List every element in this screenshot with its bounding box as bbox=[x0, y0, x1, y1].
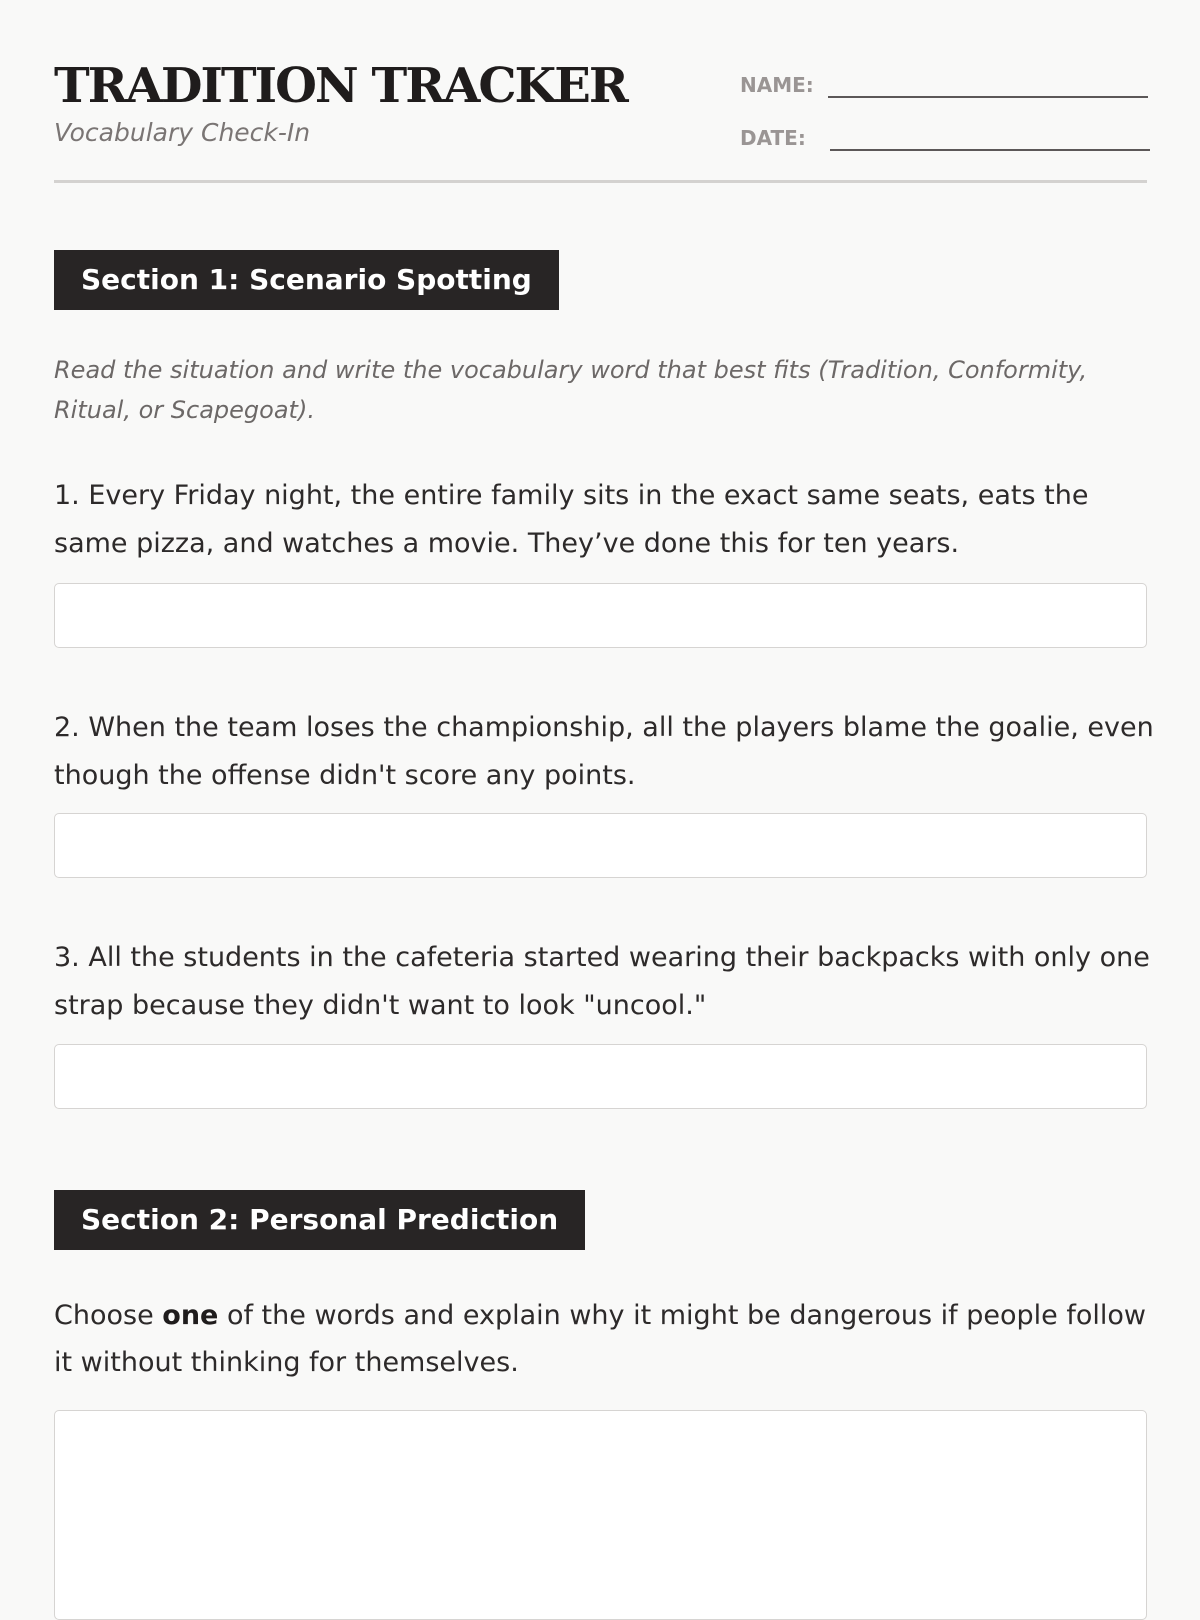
question-1: 1. Every Friday night, the entire family sits in the exact same seats, eats the same pizza, and watches a movie. They’ve done this for ten years. bbox=[54, 480, 1089, 559]
section-1-instructions: Read the situation and write the vocabulary word that best fits (Tradition, Conformity, Ritual, or Scapegoat). bbox=[54, 356, 1088, 424]
date-field[interactable] bbox=[830, 121, 1150, 151]
question-2: 2. When the team loses the championship, all the players blame the goalie, even though the offense didn't score any points. bbox=[54, 712, 1154, 791]
answer-2-box[interactable] bbox=[54, 813, 1147, 878]
question-3: 3. All the students in the cafeteria started wearing their backpacks with only one strap because they didn't want to look "uncool." bbox=[54, 942, 1150, 1021]
date-label: DATE: bbox=[740, 126, 806, 150]
worksheet-header bbox=[54, 56, 1147, 184]
date-field-row bbox=[740, 121, 1150, 151]
page-subtitle: Vocabulary Check-In bbox=[54, 118, 311, 147]
header-divider bbox=[54, 180, 1147, 183]
name-field[interactable] bbox=[828, 68, 1148, 98]
name-field-row bbox=[740, 68, 1148, 98]
answer-3-box[interactable] bbox=[54, 1044, 1147, 1109]
response-box[interactable] bbox=[54, 1410, 1147, 1620]
prompt-emphasis: one bbox=[162, 1300, 219, 1331]
section-2-heading: Section 2: Personal Prediction bbox=[54, 1190, 585, 1250]
prompt-text-end: of the words and explain why it might be dangerous if people follow it without thinking for themselves. bbox=[54, 1300, 1146, 1378]
name-label: NAME: bbox=[740, 73, 814, 97]
prompt-text-start: Choose bbox=[54, 1300, 163, 1331]
section-2-prompt bbox=[54, 1292, 1154, 1386]
answer-1-box[interactable] bbox=[54, 583, 1147, 648]
section-1-heading: Section 1: Scenario Spotting bbox=[54, 250, 559, 310]
page-title: TRADITION TRACKER bbox=[54, 58, 627, 114]
